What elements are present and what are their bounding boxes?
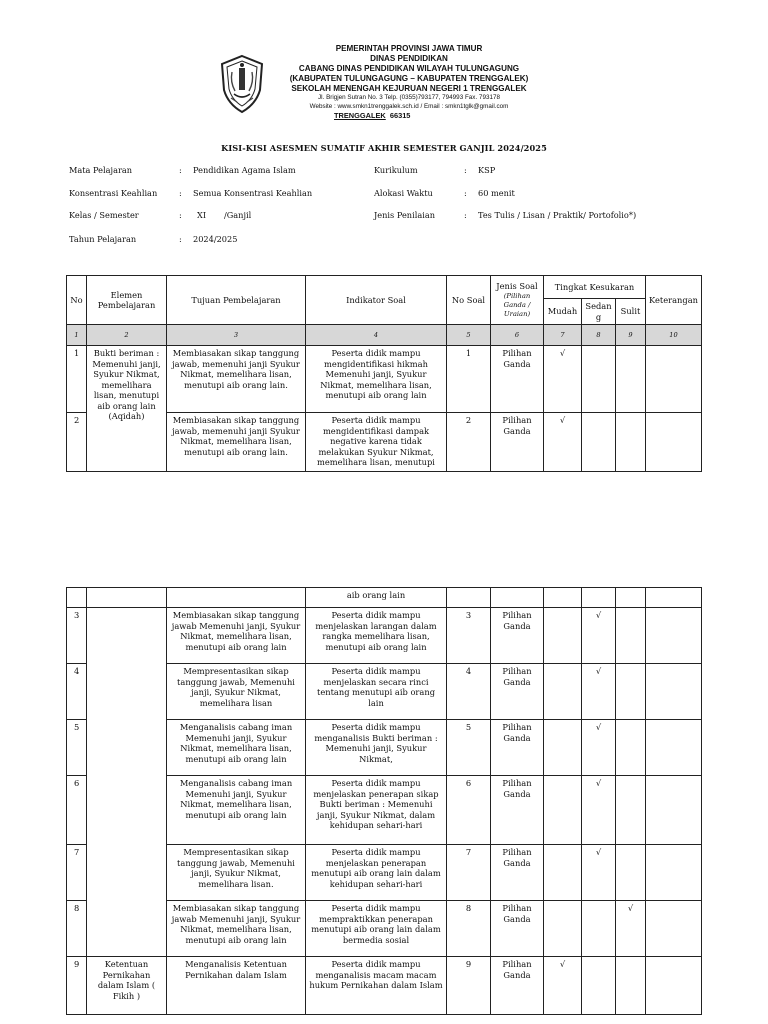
letterhead-line1: PEMERINTAH PROVINSI JAWA TIMUR — [335, 44, 483, 53]
keterangan-cell — [646, 664, 702, 720]
tujuan-cell: Membiasakan sikap tanggung jawab Memenuhi janji, Syukur Nikmat, memelihara lisan, menutupi aib orang lain — [167, 608, 306, 664]
check-mark-icon: √ — [595, 610, 602, 620]
level-mudah-cell — [544, 845, 582, 901]
table-row — [67, 346, 702, 413]
kelas-label: Kelas / Semester — [69, 210, 139, 220]
indikator-cell: Peserta didik mampu menjelaskan penerapan sikap Bukti beriman : Memenuhi janji, Syukur Nikmat, dalam kehidupan sehari-hari — [306, 776, 447, 845]
colon: : — [179, 210, 182, 220]
letterhead-school: SEKOLAH MENENGAH KEJURUAN NEGERI 1 TRENGGALEK — [291, 84, 527, 93]
level-sulit-cell — [616, 957, 646, 1015]
level-sulit-cell — [616, 720, 646, 776]
indikator-cell: Peserta didik mampu menganalisis macam macam hukum Pernikahan dalam Islam — [306, 957, 447, 1015]
tahun-label: Tahun Pelajaran — [69, 234, 137, 244]
header-indikator: Indikator Soal — [306, 276, 447, 325]
empty-cell — [167, 588, 306, 608]
mapel-label: Mata Pelajaran — [69, 165, 133, 175]
colon: : — [179, 165, 182, 175]
indikator-cell: Peserta didik mampu mengidentifikasi hikmah Memenuhi janji, Syukur Nikmat, memelihara lisan, menutupi aib orang lain — [306, 346, 447, 413]
row-number: 5 — [67, 720, 87, 776]
level-sedang-cell — [582, 776, 616, 845]
letterhead — [218, 44, 548, 132]
alokasi-label: Alokasi Waktu — [374, 188, 433, 198]
row-number: 7 — [67, 845, 87, 901]
no-soal-cell: 7 — [447, 845, 491, 901]
indikator-cell: Peserta didik mampu menjelaskan larangan dalam rangka memelihara lisan, menutupi aib orang lain — [306, 608, 447, 664]
level-mudah-cell — [544, 901, 582, 957]
keterangan-cell — [646, 413, 702, 472]
no-soal-cell: 1 — [447, 346, 491, 413]
level-mudah-cell — [544, 346, 582, 413]
jenis-penilaian-value: Tes Tulis / Lisan / Praktik/ Portofolio*) — [478, 210, 637, 220]
keterangan-cell — [646, 845, 702, 901]
kurikulum-label: Kurikulum — [374, 165, 418, 175]
check-mark-icon: √ — [595, 666, 602, 676]
header-elemen: Elemen Pembelajaran — [87, 276, 167, 325]
indikator-cell: Peserta didik mampu menganalisis Bukti beriman : Memenuhi janji, Syukur Nikmat, — [306, 720, 447, 776]
check-mark-icon: √ — [595, 778, 602, 788]
check-mark-icon: √ — [559, 959, 566, 969]
semester-value: /Ganjil — [224, 210, 252, 220]
letterhead-line4: (KABUPATEN TULUNGAGUNG – KABUPATEN TRENGGALEK) — [289, 74, 529, 83]
level-sulit-cell — [616, 901, 646, 957]
check-mark-icon: √ — [595, 722, 602, 732]
no-soal-cell: 3 — [447, 608, 491, 664]
konsentrasi-label: Konsentrasi Keahlian — [69, 188, 158, 198]
empty-cell — [87, 588, 167, 608]
level-sedang-cell — [582, 957, 616, 1015]
header-jenis-soal — [491, 276, 544, 325]
colon: : — [464, 210, 467, 220]
level-sedang-cell — [582, 346, 616, 413]
no-soal-cell: 9 — [447, 957, 491, 1015]
jenis-soal-cell: Pilihan Ganda — [491, 608, 544, 664]
column-number: 4 — [306, 325, 447, 346]
kisi-table-page1 — [66, 275, 702, 472]
empty-cell — [447, 588, 491, 608]
tujuan-cell: Membiasakan sikap tanggung jawab, memenuhi janji Syukur Nikmat, memelihara lisan, menutupi aib orang lain. — [167, 346, 306, 413]
continuation-row — [67, 588, 702, 608]
keterangan-cell — [646, 720, 702, 776]
level-sedang-cell — [582, 845, 616, 901]
column-number: 5 — [447, 325, 491, 346]
check-mark-icon: √ — [595, 847, 602, 857]
level-sedang-cell — [582, 413, 616, 472]
indikator-cell: Peserta didik mampu menjelaskan penerapan menutupi aib orang lain dalam kehidupan sehari-hari — [306, 845, 447, 901]
jenis-penilaian-label: Jenis Penilaian — [374, 210, 435, 220]
colon: : — [179, 234, 182, 244]
column-number: 3 — [167, 325, 306, 346]
jenis-soal-cell: Pilihan Ganda — [491, 346, 544, 413]
column-number: 7 — [544, 325, 582, 346]
level-sulit-cell — [616, 776, 646, 845]
header-no-soal: No Soal — [447, 276, 491, 325]
letterhead-website: Website : www.smkn1trenggalek.sch.id / Email : smkn1tglk@gmail.com — [309, 102, 509, 110]
level-sedang-cell — [582, 664, 616, 720]
empty-cell — [646, 588, 702, 608]
row-number: 3 — [67, 608, 87, 664]
letterhead-postcode: 66315 — [389, 111, 411, 120]
header-mudah: Mudah — [544, 299, 582, 325]
letterhead-line2: DINAS PENDIDIKAN — [370, 54, 448, 63]
level-mudah-cell — [544, 720, 582, 776]
alokasi-value: 60 menit — [478, 188, 515, 198]
no-soal-cell: 5 — [447, 720, 491, 776]
table-row — [67, 608, 702, 664]
elemen-cell — [87, 608, 167, 957]
level-mudah-cell — [544, 664, 582, 720]
colon: : — [464, 188, 467, 198]
tujuan-cell: Membiasakan sikap tanggung jawab Memenuhi janji, Syukur Nikmat, memelihara lisan, menutupi aib orang lain — [167, 901, 306, 957]
header-jenis-soal-label: Jenis Soal — [496, 281, 538, 292]
level-sedang-cell — [582, 720, 616, 776]
elemen-cell: Bukti beriman : Memenuhi janji, Syukur Nikmat, memelihara lisan, menutupi aib orang lain (Aqidah) — [87, 346, 167, 472]
column-number-row — [67, 325, 702, 346]
header-keterangan: Keterangan — [646, 276, 702, 325]
empty-cell — [582, 588, 616, 608]
level-mudah-cell — [544, 413, 582, 472]
konsentrasi-value: Semua Konsentrasi Keahlian — [193, 188, 313, 198]
mapel-value: Pendidikan Agama Islam — [193, 165, 296, 175]
check-mark-icon: √ — [627, 903, 634, 913]
jenis-soal-cell: Pilihan Ganda — [491, 957, 544, 1015]
row-number: 8 — [67, 901, 87, 957]
indikator-cell: Peserta didik mampu mengidentifikasi dampak negative karena tidak melakukan Syukur Nikmat, memelihara lisan, menutupi — [306, 413, 447, 472]
jenis-soal-cell: Pilihan Ganda — [491, 776, 544, 845]
keterangan-cell — [646, 608, 702, 664]
colon: : — [179, 188, 182, 198]
level-sulit-cell — [616, 845, 646, 901]
no-soal-cell: 4 — [447, 664, 491, 720]
level-sedang-cell — [582, 901, 616, 957]
colon: : — [464, 165, 467, 175]
elemen-cell: Ketentuan Pernikahan dalam Islam ( Fikih ) — [87, 957, 167, 1015]
keterangan-cell — [646, 776, 702, 845]
row-number: 2 — [67, 413, 87, 472]
tujuan-cell: Menganalisis Ketentuan Pernikahan dalam Islam — [167, 957, 306, 1015]
indikator-continuation-cell: aib orang lain — [306, 588, 447, 608]
row-number: 9 — [67, 957, 87, 1015]
empty-cell — [491, 588, 544, 608]
no-soal-cell: 2 — [447, 413, 491, 472]
header-sulit: Sulit — [616, 299, 646, 325]
row-number: 6 — [67, 776, 87, 845]
letterhead-address: Jl. Brigjen Sutran No. 3 Telp. (0355)793177, 794993 Fax. 793178 — [318, 94, 500, 101]
level-sulit-cell — [616, 413, 646, 472]
row-number: 4 — [67, 664, 87, 720]
letterhead-city — [270, 111, 548, 121]
provincial-crest-icon — [218, 54, 266, 114]
level-sedang-cell — [582, 608, 616, 664]
empty-cell — [67, 588, 87, 608]
tujuan-cell: Menganalisis cabang iman Memenuhi janji, Syukur Nikmat, memelihara lisan, menutupi aib orang lain — [167, 720, 306, 776]
letterhead-line3: CABANG DINAS PENDIDIKAN WILAYAH TULUNGAGUNG — [298, 64, 520, 73]
header-tingkat: Tingkat Kesukaran — [544, 276, 646, 299]
tujuan-cell: Membiasakan sikap tanggung jawab, memenuhi janji Syukur Nikmat, memelihara lisan, menutupi aib orang lain. — [167, 413, 306, 472]
row-number: 1 — [67, 346, 87, 413]
level-sulit-cell — [616, 664, 646, 720]
keterangan-cell — [646, 346, 702, 413]
column-number: 6 — [491, 325, 544, 346]
no-soal-cell: 6 — [447, 776, 491, 845]
jenis-soal-cell: Pilihan Ganda — [491, 901, 544, 957]
level-sulit-cell — [616, 608, 646, 664]
header-no: No — [67, 276, 87, 325]
kisi-table-page2 — [66, 587, 702, 1015]
level-mudah-cell — [544, 776, 582, 845]
tahun-value: 2024/2025 — [193, 234, 238, 244]
empty-cell — [544, 588, 582, 608]
jenis-soal-cell: Pilihan Ganda — [491, 845, 544, 901]
check-mark-icon: √ — [559, 348, 566, 358]
keterangan-cell — [646, 957, 702, 1015]
kurikulum-value: KSP — [478, 165, 496, 175]
tujuan-cell: Menganalisis cabang iman Memenuhi janji, Syukur Nikmat, memelihara lisan, menutupi aib orang lain — [167, 776, 306, 845]
no-soal-cell: 8 — [447, 901, 491, 957]
column-number: 10 — [646, 325, 702, 346]
header-tujuan: Tujuan Pembelajaran — [167, 276, 306, 325]
letterhead-city-name: TRENGGALEK — [334, 111, 386, 120]
level-sulit-cell — [616, 346, 646, 413]
tujuan-cell: Mempresentasikan sikap tanggung jawab, Memenuhi janji, Syukur Nikmat, memelihara lisan — [167, 664, 306, 720]
document-title: KISI-KISI ASESMEN SUMATIF AKHIR SEMESTER GANJIL 2024/2025 — [221, 143, 547, 153]
header-jenis-soal-note: (Pilihan Ganda / Uraian) — [503, 291, 531, 318]
column-number: 9 — [616, 325, 646, 346]
jenis-soal-cell: Pilihan Ganda — [491, 664, 544, 720]
column-number: 1 — [67, 325, 87, 346]
indikator-cell: Peserta didik mampu mempraktikkan penerapan menutupi aib orang lain dalam bermedia sosial — [306, 901, 447, 957]
level-mudah-cell — [544, 608, 582, 664]
column-number: 8 — [582, 325, 616, 346]
empty-cell — [616, 588, 646, 608]
header-sedang: Sedan g — [582, 299, 616, 325]
kelas-value: XI — [197, 210, 207, 220]
indikator-cell: Peserta didik mampu menjelaskan secara rinci tentang menutupi aib orang lain — [306, 664, 447, 720]
keterangan-cell — [646, 901, 702, 957]
table-row — [67, 957, 702, 1015]
column-number: 2 — [87, 325, 167, 346]
jenis-soal-cell: Pilihan Ganda — [491, 720, 544, 776]
tujuan-cell: Mempresentasikan sikap tanggung jawab, Memenuhi janji, Syukur Nikmat, memelihara lisan. — [167, 845, 306, 901]
jenis-soal-cell: Pilihan Ganda — [491, 413, 544, 472]
level-mudah-cell — [544, 957, 582, 1015]
check-mark-icon: √ — [559, 415, 566, 425]
